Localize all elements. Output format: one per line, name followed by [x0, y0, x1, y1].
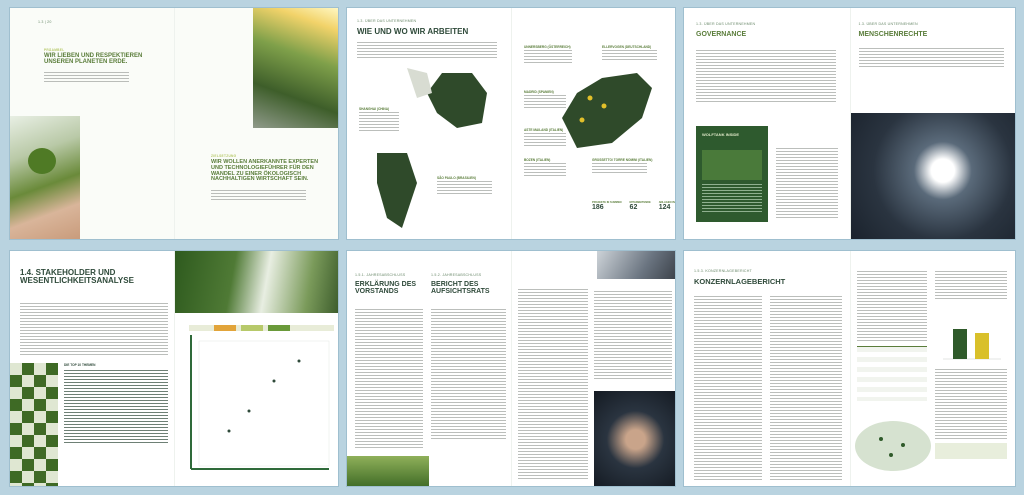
location-label: UNNERSBERG (ÖSTERREICH) — [524, 45, 571, 49]
body-text — [524, 95, 566, 109]
puzzle-photo-left — [10, 363, 58, 486]
heading-how-where: WIE UND WO WIR ARBEITEN — [357, 27, 469, 36]
world-map — [347, 63, 511, 239]
body-text — [44, 72, 129, 84]
team-hands-photo — [851, 113, 1016, 239]
body-text — [355, 309, 423, 449]
page-right — [511, 251, 675, 486]
page-right — [850, 8, 1016, 239]
page-left — [10, 251, 174, 486]
location-label: SÃO PAULO (BRASILIEN) — [437, 176, 476, 180]
body-text — [935, 369, 1007, 439]
heading-management-report: KONZERNLAGEBERICHT — [694, 277, 786, 286]
body-text — [524, 50, 572, 64]
kicker-preamble: PRÄAMBEL — [44, 48, 65, 52]
page-left — [347, 8, 511, 239]
sunny-road-photo — [253, 8, 338, 128]
location-label: BOZEN (ITALIEN) — [524, 158, 551, 162]
materiality-matrix — [179, 321, 337, 481]
meeting-photo — [597, 251, 675, 279]
body-text — [524, 163, 566, 177]
spread-stakeholder[interactable] — [9, 250, 339, 487]
bar-chart — [939, 313, 1005, 363]
world-dot-map — [851, 411, 935, 481]
spread-governance[interactable] — [683, 7, 1016, 240]
heading-stakeholder: 1.4. STAKEHOLDER UND WESENTLICHKEITSANALYSE — [20, 268, 134, 286]
heading-human-rights: MENSCHENRECHTE — [858, 31, 928, 38]
section-label: 1.3 | 20 — [38, 20, 52, 24]
highlight-box — [935, 443, 1007, 459]
spread-preamble[interactable] — [9, 7, 339, 240]
handshake-photo — [594, 391, 675, 486]
page-left — [684, 8, 850, 239]
stat-employees: MITARBEITENDE 62 — [629, 201, 651, 211]
body-text — [770, 296, 842, 481]
stats-row — [592, 201, 675, 211]
heading-board-statement: ERKLÄRUNG DES VORSTANDS — [355, 281, 417, 296]
body-text — [518, 289, 588, 479]
top10-list: DIE TOP 10 THEMEN — [64, 363, 168, 445]
section-label: 1.5.3. KONZERNLAGEBERICHT — [694, 269, 752, 273]
body-text — [357, 42, 497, 60]
page-right — [174, 251, 338, 486]
page-right — [850, 251, 1016, 486]
body-text — [857, 271, 927, 341]
body-text — [524, 133, 566, 147]
body-text — [20, 303, 168, 355]
location-label: SHANGHAI (CHINA) — [359, 107, 390, 111]
greenhouse-photo — [347, 456, 429, 486]
body-text — [592, 163, 647, 175]
page-right — [511, 8, 675, 239]
spread-board[interactable] — [346, 250, 676, 487]
inside-booklet: WOLFTANK INSIDE — [696, 126, 768, 222]
body-text — [776, 148, 838, 220]
section-label: 1.3. ÜBER DAS UNTERNEHMEN — [858, 22, 918, 26]
section-label: 1.3. ÜBER DAS UNTERNEHMEN — [696, 22, 756, 26]
location-label: ELLERVOGEN (DEUTSCHLAND) — [602, 45, 652, 49]
section-label: 1.5.2. JAHRESABSCHLUSS — [431, 273, 482, 277]
heading-goal: WIR WOLLEN ANERKANNTE EXPERTEN UND TECHNOLOGIEFÜHRER FÜR DEN WANDEL ZU EINER ÖKOLOGISCH NACHHALTIGEN WIRTSCHAFT SEIN. — [211, 159, 319, 183]
page-left — [684, 251, 850, 486]
location-label: ASTE MAILAND (ITALIEN) — [524, 128, 564, 132]
heading-preamble: WIR LIEBEN UND RESPEKTIEREN UNSEREN PLANETEN ERDE. — [44, 53, 143, 66]
financial-table — [857, 346, 927, 401]
body-text — [594, 291, 672, 381]
stat-projects: PROJEKTE IN SUMMEN 186 — [592, 201, 622, 211]
body-text — [431, 309, 506, 439]
heading-governance: GOVERNANCE — [696, 31, 747, 38]
heading-supervisory-board: BERICHT DES AUFSICHTSRATS — [431, 281, 490, 296]
spread-locations[interactable] — [346, 7, 676, 240]
body-text — [935, 271, 1007, 301]
page-left — [347, 251, 511, 486]
tree-crown-icon — [28, 148, 56, 174]
section-label: 1.5.1. JAHRESABSCHLUSS — [355, 273, 406, 277]
spread-management-report[interactable] — [683, 250, 1016, 487]
page-left — [10, 8, 174, 239]
body-text — [859, 48, 1004, 68]
kicker-goal: ZIELSETZUNG — [211, 154, 237, 158]
section-label: 1.3. ÜBER DAS UNTERNEHMEN — [357, 19, 417, 23]
puzzle-photo-right — [175, 251, 338, 313]
stat-plants: ANLAGEN IN 124 — [658, 201, 675, 211]
body-text — [359, 112, 399, 132]
tree-hands-photo — [10, 116, 80, 239]
body-text — [602, 50, 657, 60]
location-label: GROSSETTO/ TORRE NOMINI (ITALIEN) — [592, 158, 653, 162]
location-label: MADRID (SPANIEN) — [524, 90, 554, 94]
body-text — [211, 190, 306, 202]
body-text — [696, 50, 836, 102]
body-text — [694, 296, 762, 481]
body-text — [437, 181, 492, 195]
page-right — [174, 8, 338, 239]
